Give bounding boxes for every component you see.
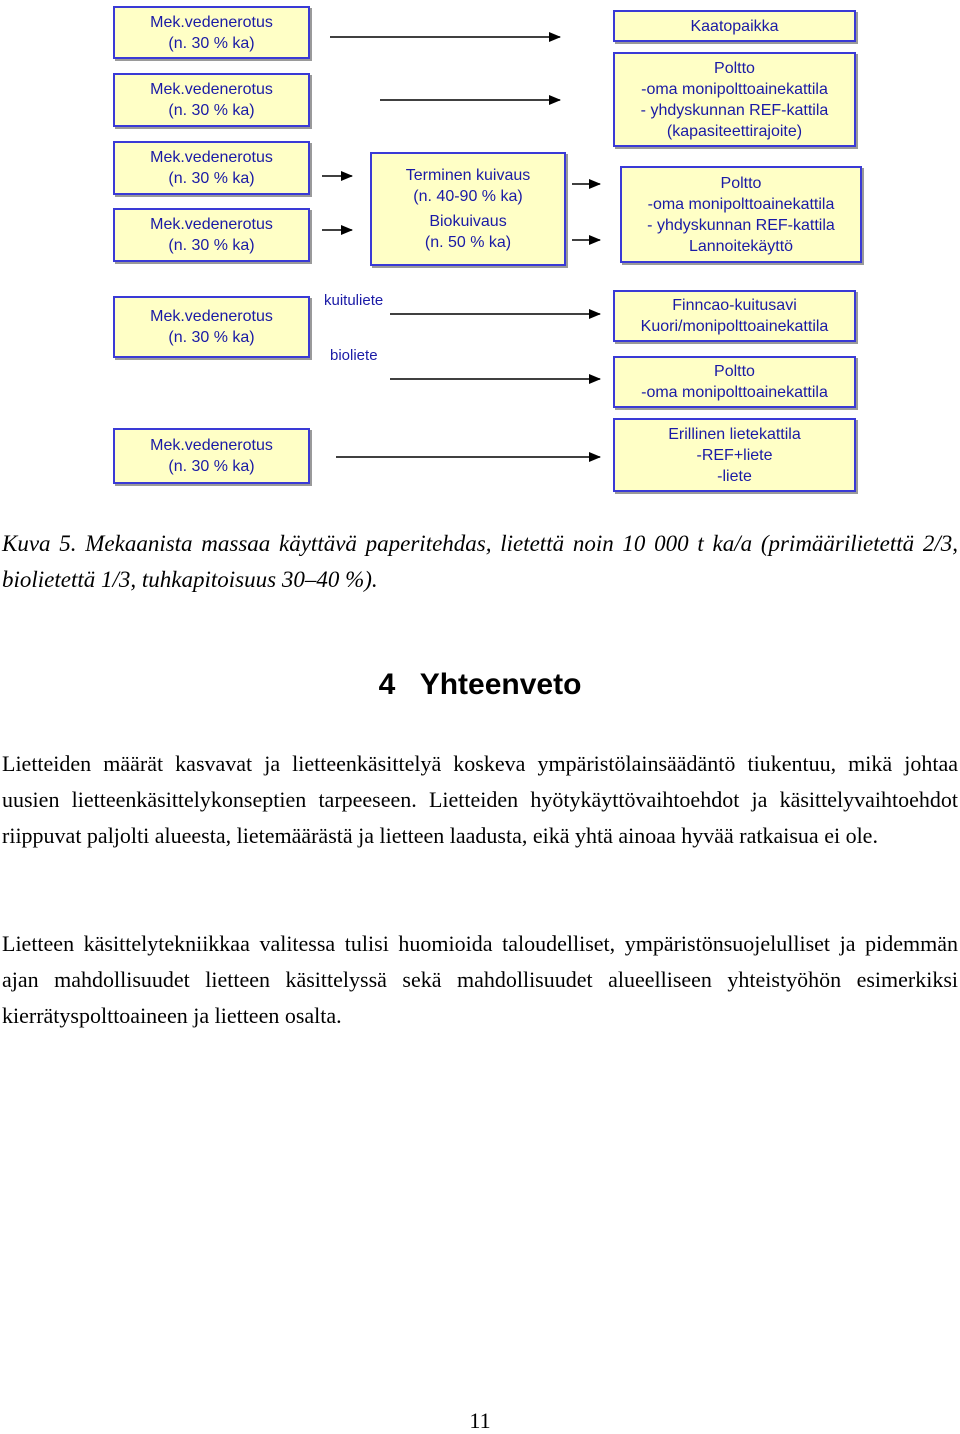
incineration-1-capacity: (kapasiteettirajoite) [666, 122, 803, 140]
figure-caption: Kuva 5. Mekaanista massaa käyttävä paperitehdas, lietettä noin 10 000 t ka/a (primäärilietettä 2/3, biolietettä 1/3, tuhkapitoisuus 30–40 %). [2, 531, 958, 592]
bio-sludge-label: bioliete [330, 347, 378, 364]
source-6-dry-content: (n. 30 % ka) [168, 458, 255, 475]
finncao-box [613, 290, 856, 342]
incineration-box-2 [620, 166, 862, 263]
source-1-dry-content: (n. 30 % ka) [168, 34, 255, 52]
paragraph-1: Lietteiden määrät kasvavat ja lietteenkäsittelyä koskeva ympäristölainsäädäntö tiukentuu, mikä johtaa uusien lietteenkäsittelykonseptien tarpeeseen. Lietteiden hyötykäyttövaihtoehdot ja käsittelyvaihtoehdot riippuvat paljolti alueesta, lietemäärästä ja lietteen laadusta, eikä yhtä ainoaa hyvää ratkaisua ei ole. [2, 751, 958, 848]
separate-boiler-ref: -REF+liete [696, 446, 773, 464]
page-number: 11 [469, 1408, 491, 1433]
source-3-dry-content: (n. 30 % ka) [168, 170, 255, 187]
source-3-title: Mek.vedenerotus [150, 149, 273, 166]
section-heading: 4 Yhteenveto [378, 668, 582, 701]
incineration-2-fertilizer: Lannoitekäyttö [688, 237, 794, 255]
incineration-box-1 [613, 52, 856, 147]
source-5-title: Mek.vedenerotus [150, 308, 273, 325]
incineration-2-municipal: - yhdyskunnan REF-kattila [647, 216, 835, 234]
source-2-dry-content: (n. 30 % ka) [168, 102, 255, 119]
incineration-1-municipal: - yhdyskunnan REF-kattila [640, 101, 829, 119]
incineration-1-title: Poltto [714, 59, 755, 77]
source-box-1 [113, 6, 310, 59]
drying-thermal-label: Terminen kuivaus [405, 167, 531, 184]
fiber-sludge-label: kuituliete [324, 292, 384, 309]
drying-thermal-range: (n. 40-90 % ka) [413, 188, 523, 205]
source-4-dry-content: (n. 30 % ka) [168, 237, 255, 254]
incineration-3-title: Poltto [714, 363, 755, 380]
finncao-title: Finncao-kuitusavi [672, 297, 797, 314]
separate-boiler-title: Erillinen lietekattila [668, 425, 801, 443]
drying-bio-range: (n. 50 % ka) [424, 234, 512, 251]
paragraph-2: Lietteen käsittelytekniikkaa valitessa tulisi huomioida taloudelliset, ympäristönsuojelulliset ja pidemmän ajan mahdollisuudet lietteen käsittelyssä sekä mahdollisuudet alueelliseen yhteistyöhön esimerkiksi kierrätyspolttoaineen ja lietteen osalta. [2, 931, 958, 1028]
source-box-4 [113, 208, 310, 262]
source-box-5 [113, 296, 310, 358]
incineration-2-title: Poltto [720, 174, 762, 192]
incineration-2-own-boiler: -oma monipolttoainekattila [647, 195, 835, 213]
source-1-title: Mek.vedenerotus [150, 13, 273, 31]
source-box-3 [113, 141, 310, 195]
incineration-3-own-boiler: -oma monipolttoainekattila [641, 384, 828, 401]
drying-bio-label: Biokuivaus [429, 213, 507, 230]
source-box-2 [113, 73, 310, 127]
incineration-box-3 [613, 356, 856, 408]
separate-boiler-box [613, 418, 856, 492]
drying-box [370, 152, 566, 266]
source-box-6 [113, 428, 310, 484]
source-2-title: Mek.vedenerotus [150, 81, 273, 98]
source-5-dry-content: (n. 30 % ka) [168, 329, 255, 346]
source-4-title: Mek.vedenerotus [150, 216, 273, 233]
incineration-1-own-boiler: -oma monipolttoainekattila [641, 80, 828, 98]
landfill-box [613, 10, 856, 42]
separate-boiler-sludge: -liete [717, 467, 752, 485]
landfill-label: Kaatopaikka [690, 17, 779, 35]
source-6-title: Mek.vedenerotus [150, 437, 273, 454]
finncao-boiler: Kuori/monipolttoainekattila [640, 318, 829, 335]
